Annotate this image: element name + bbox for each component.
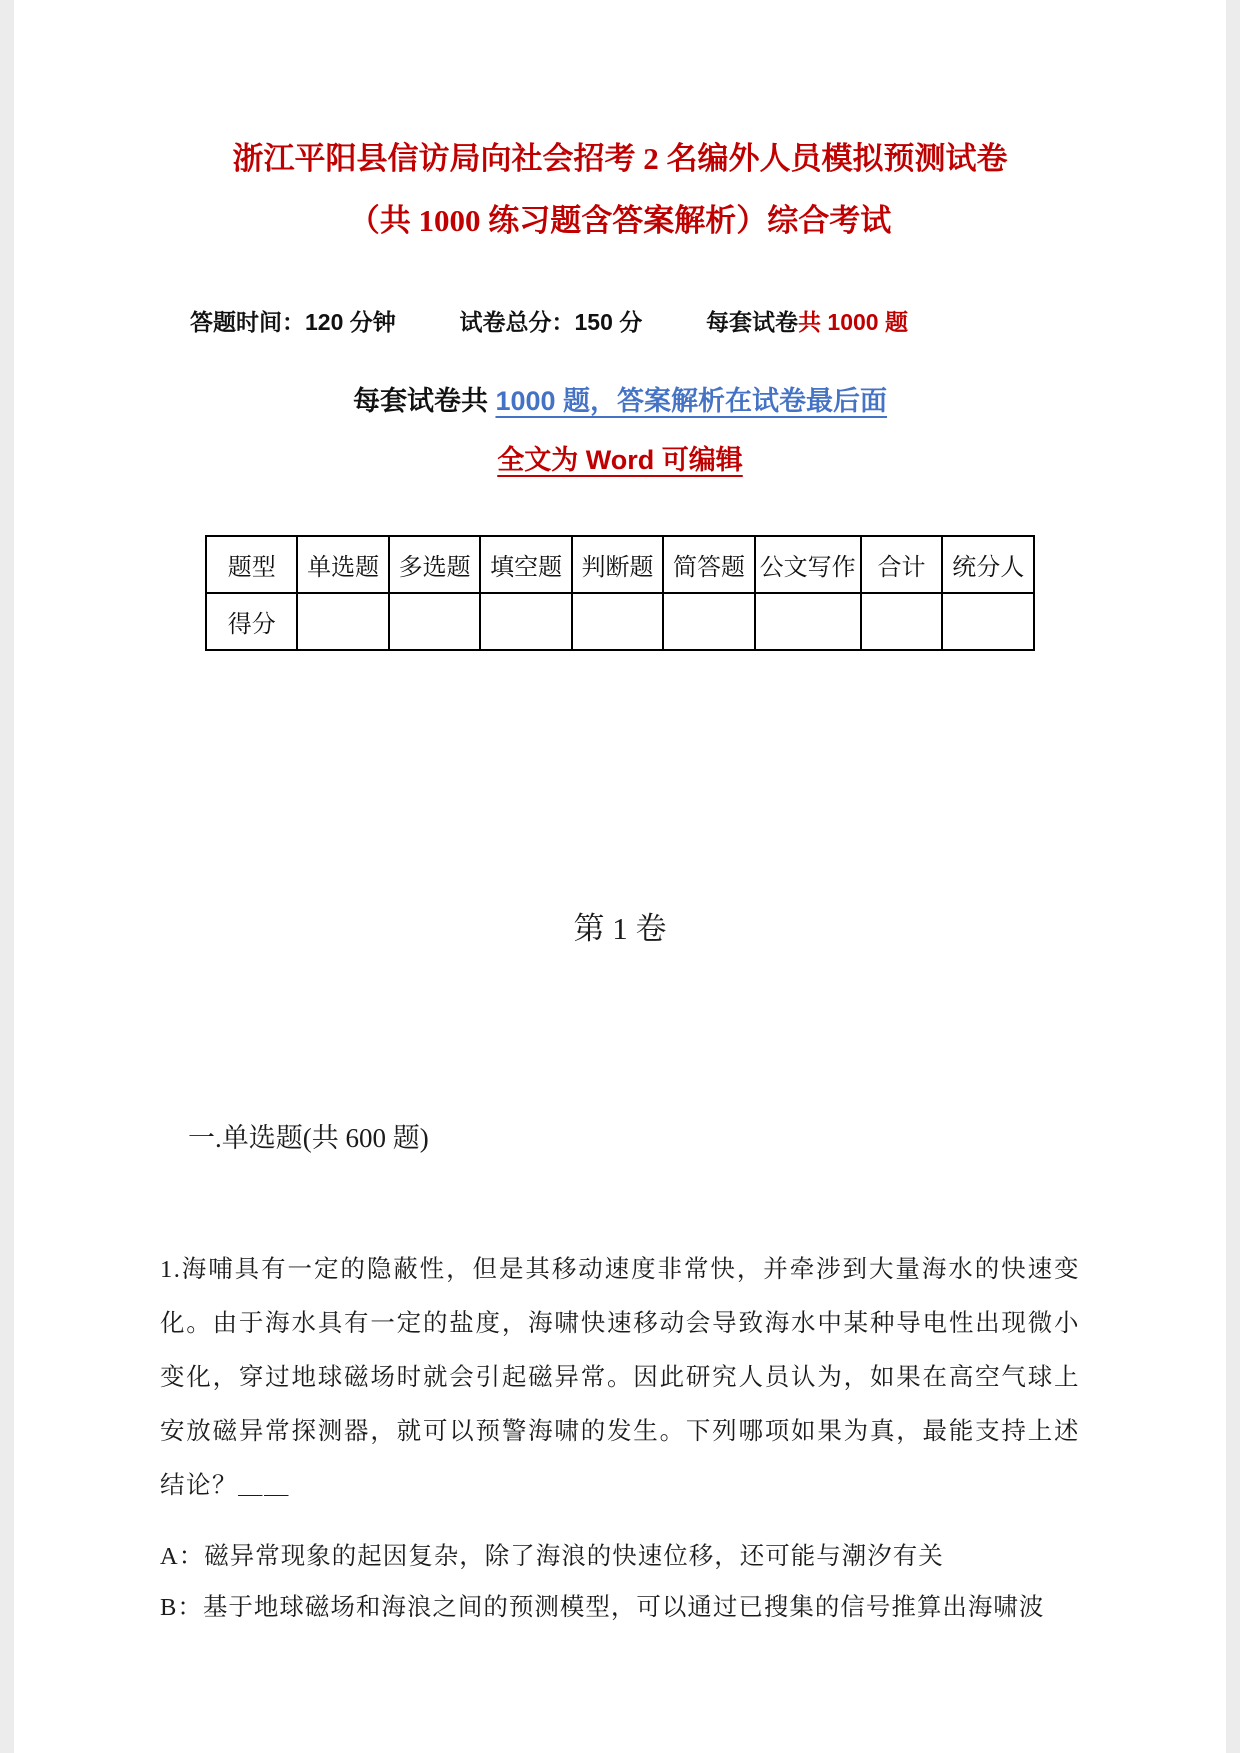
score-cell-empty (755, 593, 861, 650)
option-b-label: B： (160, 1594, 203, 1621)
word-editable-link[interactable]: 全文为 Word 可编辑 (497, 445, 743, 475)
header-cell-score-counter: 统分人 (942, 536, 1034, 593)
header-cell-total: 合计 (861, 536, 943, 593)
header-cell-official-writing: 公文写作 (755, 536, 861, 593)
answer-time-label: 答题时间：120 分钟 (190, 309, 396, 335)
answer-note-link[interactable]: 1000 题，答案解析在试卷最后面 (495, 386, 888, 416)
total-score-label: 试卷总分：150 分 (459, 309, 643, 335)
per-set-count-label (706, 304, 908, 337)
per-set-highlight: 共 1000 题 (798, 309, 908, 335)
question-1-text: 1.海哺具有一定的隐蔽性，但是其移动速度非常快，并牵涉到大量海水的快速变化。由于海水具有一定的盐度，海啸快速移动会导致海水中某种导电性出现微小变化，穿过地球磁场时就会引起磁异常。因此研究人员认为，如果在高空气球上安放磁异常探测器，就可以预警海啸的发生。下列哪项如果为真，最能支持上述结论？＿＿ (160, 1256, 1080, 1499)
score-row-label: 得分 (206, 593, 297, 650)
score-cell-empty (942, 593, 1034, 650)
header-cell-question-type: 题型 (206, 536, 297, 593)
question-1-option-b (160, 1582, 1080, 1633)
header-cell-true-false: 判断题 (572, 536, 663, 593)
answer-note-prefix: 每套试卷共 (352, 386, 496, 416)
word-editable-line (160, 438, 1080, 477)
per-set-prefix: 每套试卷 (706, 309, 799, 335)
option-a-text: 磁异常现象的起因复杂，除了海浪的快速位移，还可能与潮汐有关 (204, 1543, 944, 1570)
document-page (14, 0, 1226, 1753)
score-cell-empty (861, 593, 943, 650)
score-table-score-row (206, 593, 1034, 650)
option-b-text: 基于地球磁场和海浪之间的预测模型，可以通过已搜集的信号推算出海啸波 (202, 1594, 1045, 1621)
score-cell-empty (389, 593, 480, 650)
volume-heading: 第 1 卷 (573, 911, 667, 946)
title-line-1: 浙江平阳县信访局向社会招考 2 名编外人员模拟预测试卷 (232, 141, 1008, 176)
score-cell-empty (663, 593, 754, 650)
score-cell-empty (572, 593, 663, 650)
header-cell-multi-choice: 多选题 (389, 536, 480, 593)
score-table-header-row (206, 536, 1034, 593)
score-cell-empty (297, 593, 388, 650)
score-cell-empty (480, 593, 571, 650)
exam-meta-row (160, 304, 1080, 337)
section-heading: 一.单选题(共 600 题) (188, 1123, 429, 1153)
answer-note-line (160, 379, 1080, 418)
header-cell-single-choice: 单选题 (297, 536, 388, 593)
title-line-2: （共 1000 练习题含答案解析）综合考试 (348, 203, 892, 238)
score-table (205, 535, 1035, 651)
question-1-option-a (160, 1531, 1080, 1582)
header-cell-fill-blank: 填空题 (480, 536, 571, 593)
header-cell-short-answer: 简答题 (663, 536, 754, 593)
page-title (130, 128, 1110, 252)
option-a-label: A： (160, 1543, 205, 1570)
